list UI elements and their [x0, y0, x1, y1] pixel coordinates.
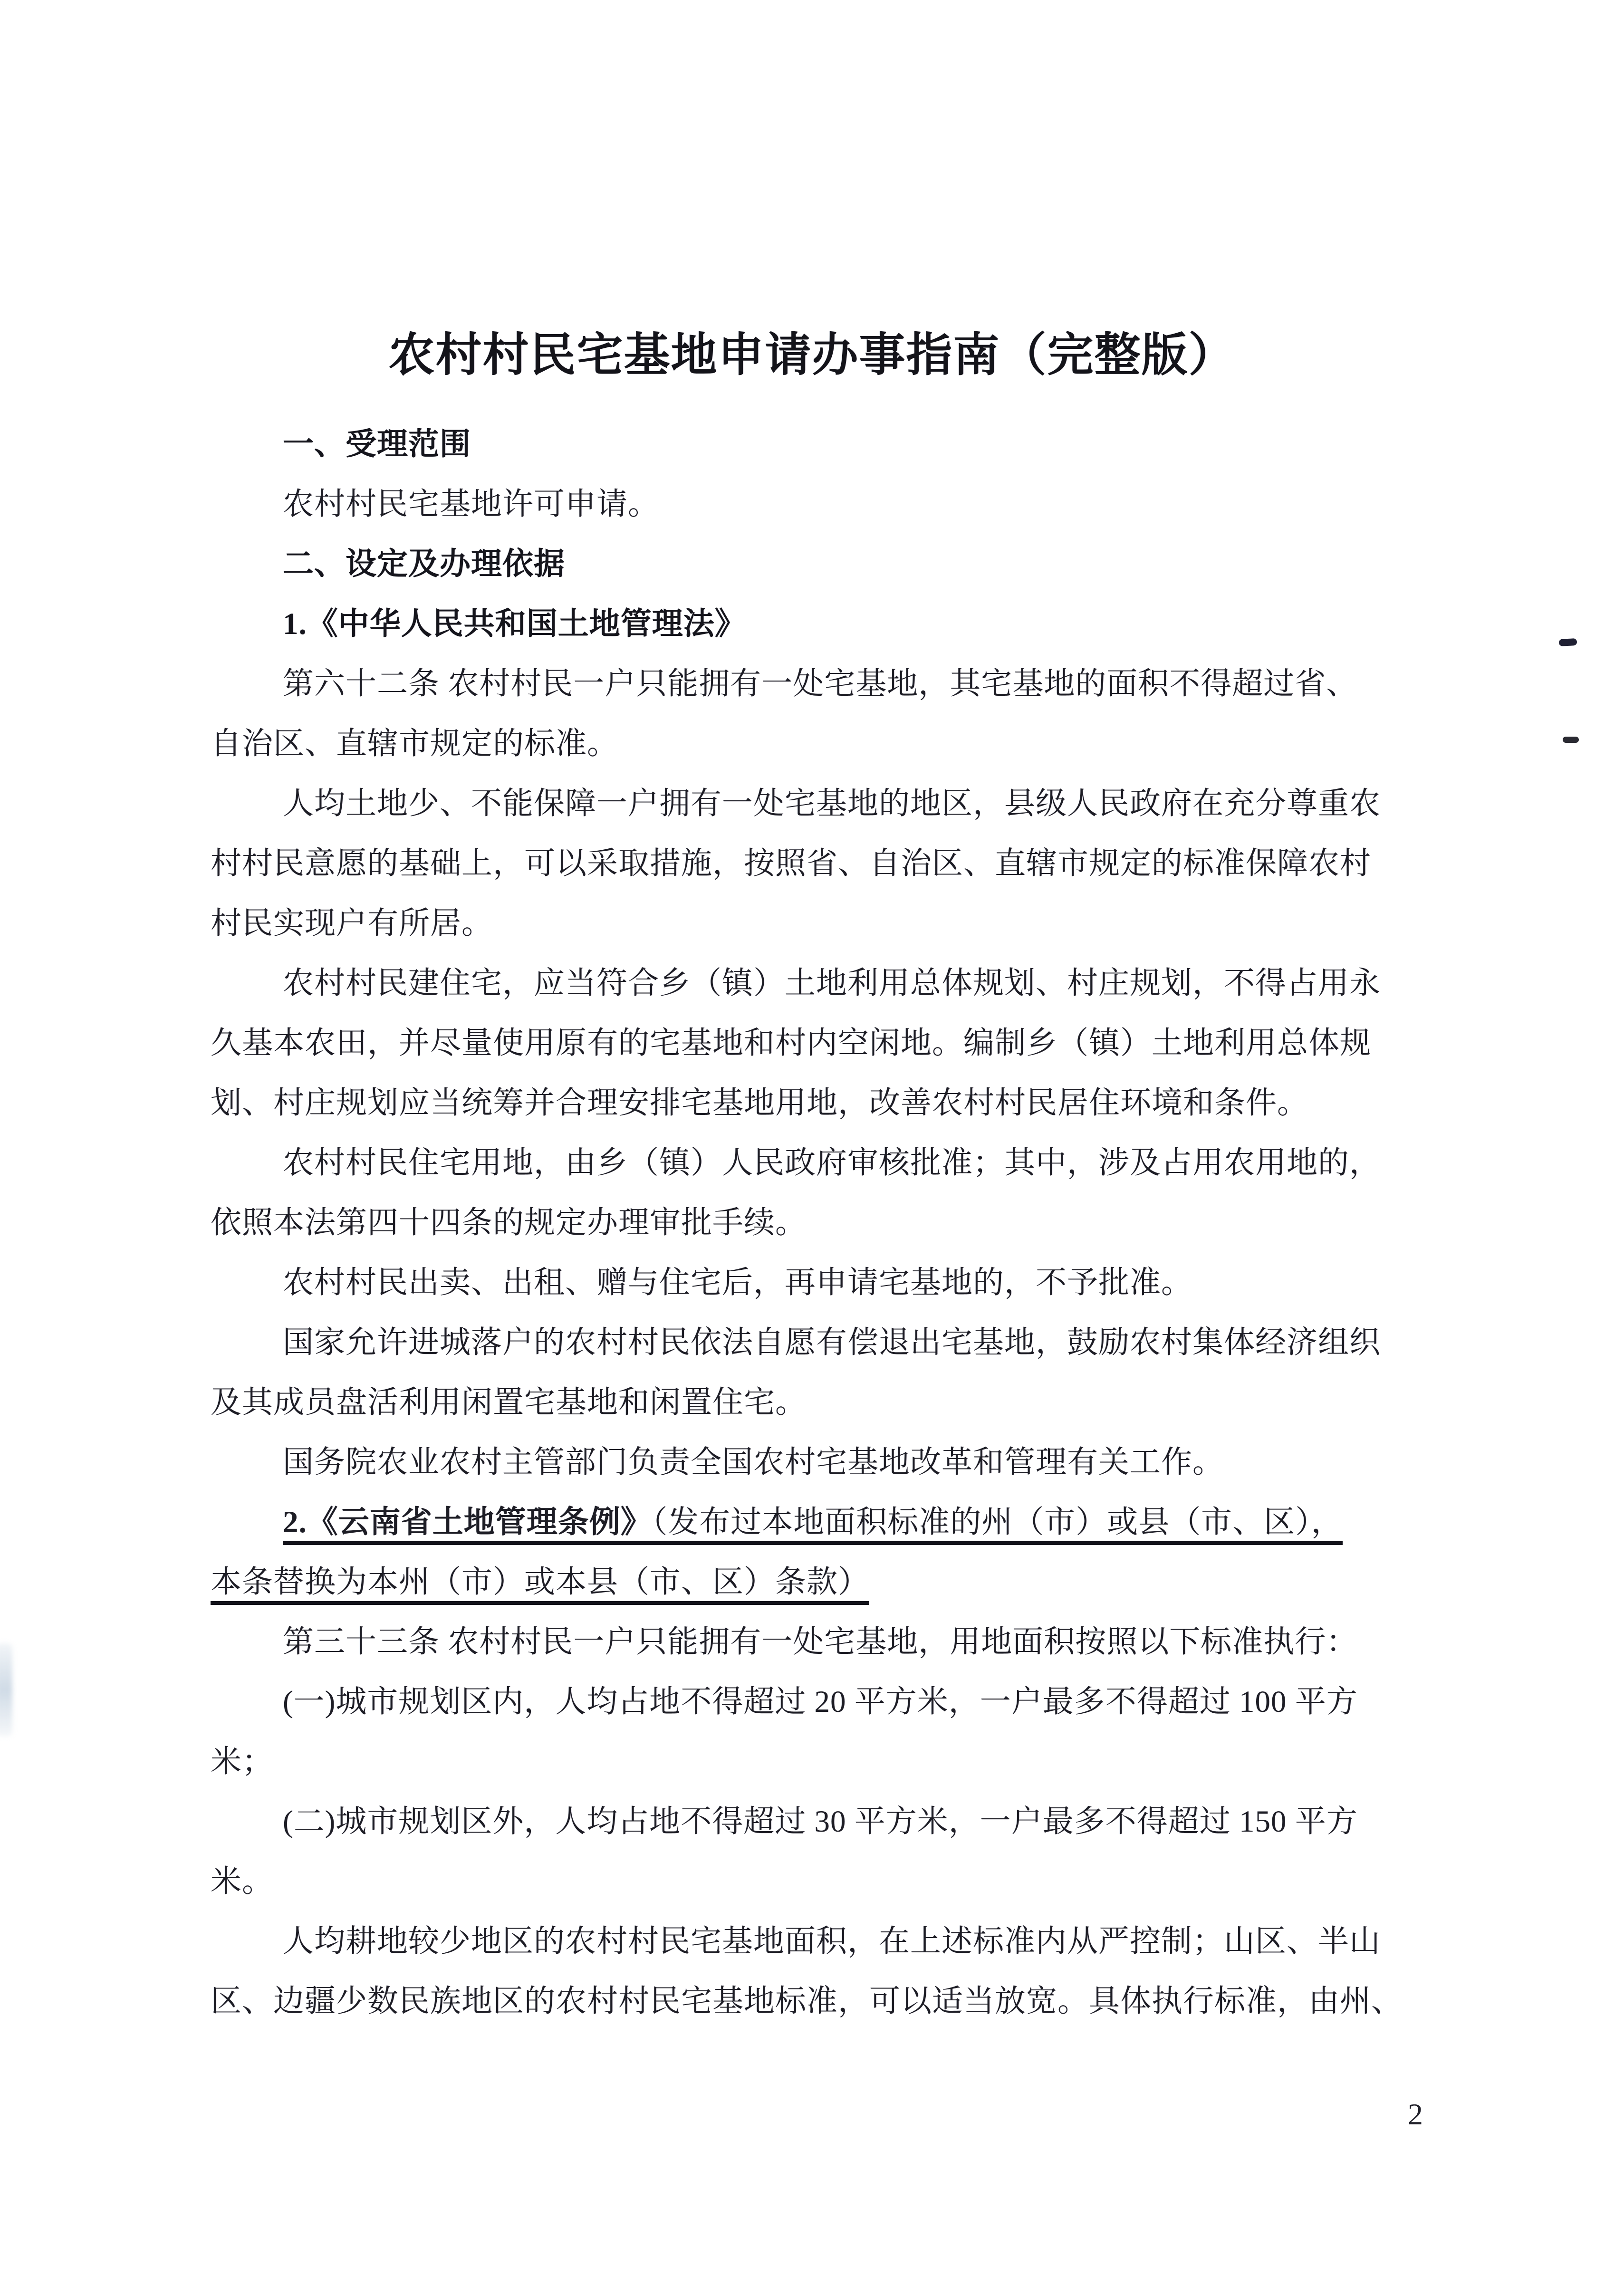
heading-acceptance-scope — [211, 414, 1522, 474]
doc-line-standard-item-2 — [211, 1792, 1522, 1852]
doc-line — [211, 1911, 1522, 1971]
doc-line — [211, 1373, 1522, 1432]
doc-line-text: 人均土地少、不能保障一户拥有一处宅基地的地区，县级人民政府在充分尊重农 — [283, 787, 1381, 821]
doc-line-text: 农村村民宅基地许可申请。 — [283, 487, 660, 521]
document-body — [211, 414, 1522, 2031]
doc-line — [211, 1073, 1522, 1133]
doc-line — [211, 1193, 1522, 1253]
doc-line-text: 国家允许进城落户的农村村民依法自愿有偿退出宅基地，鼓励农村集体经济组织 — [283, 1325, 1381, 1360]
doc-line — [211, 893, 1522, 953]
doc-line — [211, 1313, 1522, 1373]
doc-line-text: 及其成员盘活利用闲置宅基地和闲置住宅。 — [211, 1385, 807, 1420]
doc-line-text: 自治区、直辖市规定的标准。 — [211, 727, 619, 761]
doc-line — [211, 953, 1522, 1013]
doc-line — [211, 1133, 1522, 1193]
doc-line-text: 农村村民住宅用地，由乡（镇）人民政府审核批准；其中，涉及占用农用地的， — [283, 1146, 1381, 1180]
page-title: 农村村民宅基地申请办事指南（完整版） — [388, 329, 1236, 381]
doc-line — [211, 1253, 1522, 1313]
underlined-segment: 本条替换为本州（市）或本县（市、区）条款） — [211, 1565, 869, 1605]
doc-line — [211, 1432, 1522, 1492]
text-acceptance-scope-content — [211, 474, 1522, 534]
scan-artifact-dash — [1563, 737, 1579, 743]
doc-line-text: 依照本法第四十四条的规定办理审批手续。 — [211, 1206, 807, 1240]
doc-line — [211, 774, 1522, 834]
doc-line-text: (一)城市规划区内，人均占地不得超过 20 平方米，一户最多不得超过 100 平方 — [283, 1685, 1358, 1719]
doc-line-text: 区、边疆少数民族地区的农村村民宅基地标准，可以适当放宽。具体执行标准，由州、 — [211, 1984, 1403, 2018]
doc-line-article-62 — [211, 654, 1522, 714]
heading-legal-basis-text: 二、设定及办理依据 — [283, 547, 566, 581]
doc-line-text: 人均耕地较少地区的农村村民宅基地面积，在上述标准内从严控制；山区、半山 — [283, 1924, 1381, 1959]
doc-line-standard-item-1 — [211, 1672, 1522, 1732]
law-title-yunnan-regulation-line-2 — [211, 1552, 1522, 1612]
doc-line — [211, 1971, 1522, 2031]
doc-line — [211, 1013, 1522, 1073]
doc-line-text: (二)城市规划区外，人均占地不得超过 30 平方米，一户最多不得超过 150 平方 — [283, 1805, 1358, 1839]
doc-line — [211, 834, 1522, 893]
law-title-yunnan-regulation-line — [211, 1492, 1522, 1552]
scan-artifact-dash — [1559, 638, 1577, 646]
scan-artifact-smudge — [0, 1643, 12, 1736]
doc-line-text: 划、村庄规划应当统筹并合理安排宅基地用地，改善农村村民居住环境和条件。 — [211, 1086, 1309, 1120]
doc-line-text: 米。 — [211, 1864, 274, 1899]
law-title-yunnan-note-text: （发布过本地面积标准的州（市）或县（市、区）， — [652, 1505, 1343, 1539]
law-title-yunnan-bold-text: 2.《云南省土地管理条例》 — [283, 1505, 652, 1539]
doc-line-text: 第六十二条 农村村民一户只能拥有一处宅基地，其宅基地的面积不得超过省、 — [283, 667, 1358, 701]
law-title-land-administration-law — [211, 594, 1522, 654]
heading-acceptance-scope-text: 一、受理范围 — [283, 427, 471, 461]
doc-line-text: 村村民意愿的基础上，可以采取措施，按照省、自治区、直辖市规定的标准保障农村 — [211, 846, 1372, 881]
doc-line-text: 国务院农业农村主管部门负责全国农村宅基地改革和管理有关工作。 — [283, 1445, 1224, 1479]
heading-legal-basis — [211, 534, 1522, 594]
law-title-text: 1.《中华人民共和国土地管理法》 — [283, 607, 746, 641]
doc-line-text: 农村村民出卖、出租、赠与住宅后，再申请宅基地的，不予批准。 — [283, 1266, 1193, 1300]
doc-line — [211, 1732, 1522, 1792]
doc-line-text: 米； — [211, 1745, 274, 1779]
doc-line-text: 久基本农田，并尽量使用原有的宅基地和村内空闲地。编制乡（镇）土地利用总体规 — [211, 1026, 1372, 1060]
doc-line — [211, 1852, 1522, 1911]
page-number: 2 — [1408, 2097, 1423, 2131]
underlined-segment — [283, 1505, 1343, 1545]
doc-line-text: 村民实现户有所居。 — [211, 906, 493, 941]
doc-line-article-33 — [211, 1612, 1522, 1672]
doc-line-text: 第三十三条 农村村民一户只能拥有一处宅基地，用地面积按照以下标准执行： — [283, 1625, 1358, 1659]
doc-line-text: 农村村民建住宅，应当符合乡（镇）土地利用总体规划、村庄规划，不得占用永 — [283, 966, 1381, 1000]
doc-line — [211, 714, 1522, 774]
